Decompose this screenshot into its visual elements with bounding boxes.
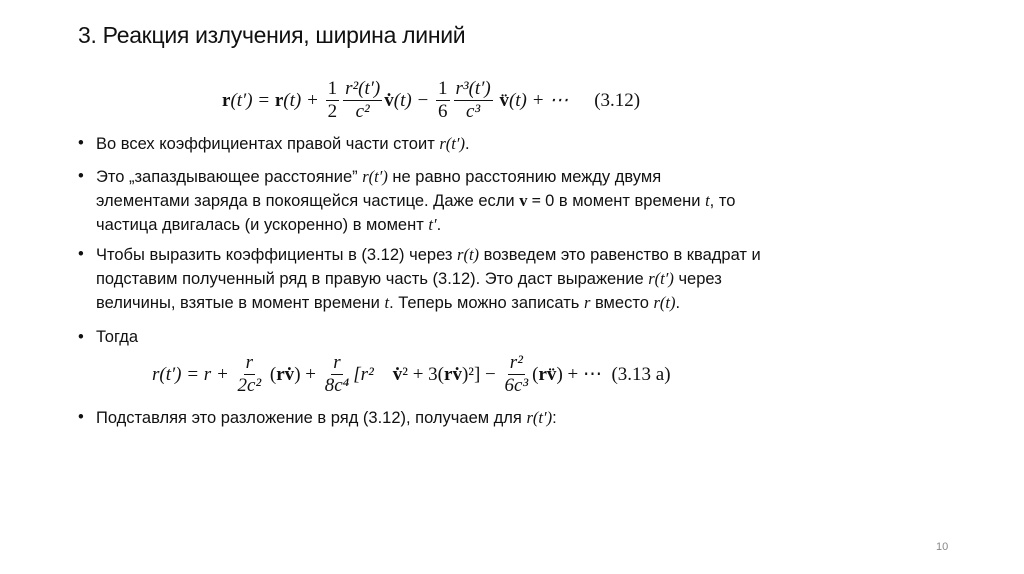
eq-term: r(t′) = r + — [152, 363, 234, 385]
math: t — [705, 191, 710, 210]
text: 0 в момент времени — [545, 192, 706, 210]
bullet-icon: • — [78, 167, 84, 185]
eq-term: )²] − — [461, 363, 501, 385]
text: элементами заряда в покоящейся частице. Даже если — [96, 192, 520, 210]
bullet-icon: • — [78, 328, 84, 346]
eq-term: [r² — [353, 363, 393, 385]
eq-term: ) + ⋯ — [556, 364, 612, 385]
eq-term: ² + 3( — [402, 363, 445, 385]
math: r(t) — [457, 245, 480, 264]
eq-term: ( — [532, 363, 539, 385]
eq-term: r — [274, 89, 284, 111]
fraction — [343, 78, 382, 123]
fraction — [236, 352, 264, 397]
math: r(t′) — [526, 408, 553, 427]
text: Тогда — [96, 328, 139, 346]
numerator: r²(t′) — [345, 78, 381, 99]
denominator: 6 — [438, 101, 448, 122]
math: r(t′) — [648, 269, 674, 288]
denominator: 2c² — [237, 375, 262, 396]
text: вместо — [590, 294, 654, 312]
fraction — [326, 78, 340, 123]
eq-term: rv̇ — [276, 363, 295, 385]
text: , то — [709, 192, 736, 210]
math: r(t′) — [439, 134, 465, 153]
eq-term: rv̈ — [538, 363, 557, 385]
slide-title: 3. Реакция излучения, ширина линий — [78, 22, 466, 48]
math: t — [384, 293, 390, 312]
text: . — [464, 135, 470, 153]
bullet-icon: • — [78, 134, 84, 152]
eq-term: (t) − — [393, 89, 435, 111]
eq-term: (t′) = — [230, 89, 275, 111]
text: величины, взятые в момент времени — [96, 294, 385, 312]
denominator: c³ — [466, 101, 481, 122]
denominator: 8c⁴ — [324, 375, 350, 396]
text: не равно расстоянию между двумя — [387, 168, 662, 186]
bullet-icon: • — [78, 245, 84, 263]
math: v = — [519, 191, 546, 210]
text: подставим полученный ряд в правую часть (3.12). Это даст выражение — [96, 270, 649, 288]
numerator: 1 — [327, 78, 338, 99]
bullet-icon: • — [78, 408, 84, 426]
eq-term: (t) + — [283, 89, 324, 111]
eq-term: v̈ — [494, 89, 509, 111]
text: . Теперь можно записать — [389, 294, 584, 312]
text: Подставляя это разложение в ряд (3.12), получаем для — [96, 409, 527, 427]
eq-term: v̇ — [384, 89, 394, 111]
text: Чтобы выразить коэффициенты в (3.12) через — [96, 246, 458, 264]
eq-term: ) + — [294, 363, 321, 385]
text: через — [673, 270, 722, 288]
math: r(t′) — [362, 167, 388, 186]
math: r(t) — [653, 293, 676, 312]
text: : — [552, 409, 557, 427]
fraction — [503, 352, 531, 397]
text: . — [436, 216, 442, 234]
denominator: 2 — [327, 101, 338, 122]
numerator: r — [333, 352, 341, 373]
eq-term: (t) + ⋯ — [508, 90, 569, 111]
equation-3-13a — [152, 352, 671, 397]
text: Во всех коэффициентах правой части стоит — [96, 135, 440, 153]
equation-label: (3.12) — [594, 89, 641, 111]
equation-label: (3.13 a) — [611, 363, 671, 385]
denominator: 6c³ — [504, 375, 529, 396]
fraction — [454, 78, 493, 123]
text: возведем это равенство в квадрат и — [479, 246, 761, 264]
eq-term: rv̇ — [444, 363, 462, 385]
eq-term: r — [222, 89, 231, 111]
numerator: r² — [509, 352, 523, 373]
eq-term: v̇ — [392, 363, 403, 385]
denominator: c² — [355, 101, 370, 122]
equation-3-12 — [222, 78, 640, 123]
numerator: r³(t′) — [455, 78, 491, 99]
numerator: 1 — [438, 78, 448, 99]
text: Это „запаздывающее расстояние” — [96, 168, 363, 186]
math: r — [583, 293, 591, 312]
fraction — [436, 78, 450, 123]
text: частица двигалась (и ускоренно) в момент — [96, 216, 429, 234]
numerator: r — [245, 352, 254, 373]
fraction — [323, 352, 352, 397]
page-number: 10 — [936, 541, 949, 553]
eq-term: ( — [265, 363, 277, 385]
math: t′ — [428, 215, 437, 234]
text: . — [675, 294, 681, 312]
